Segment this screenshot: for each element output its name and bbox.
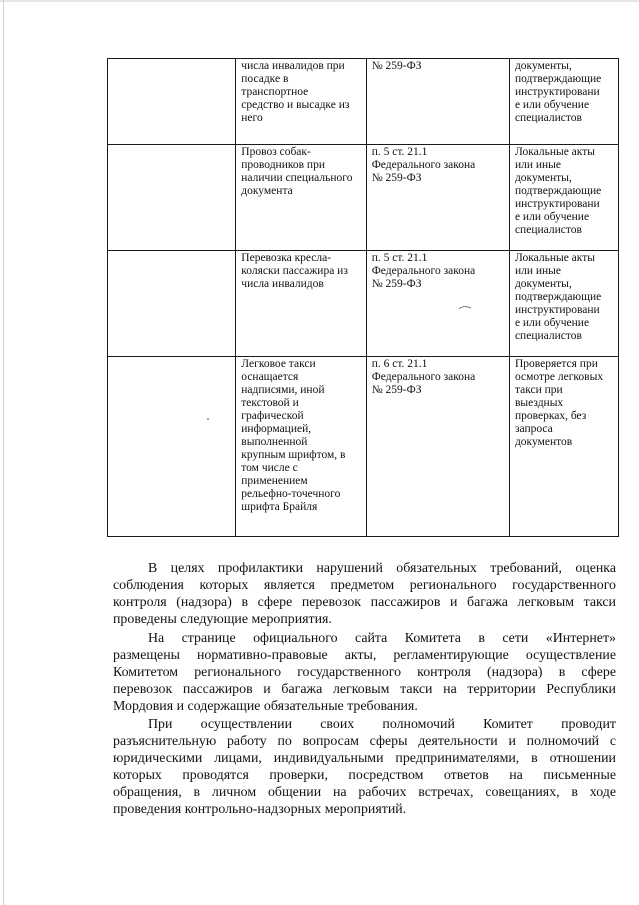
table-cell-verification — [509, 145, 618, 251]
table-cell-legal-basis — [366, 59, 509, 145]
table-cell-empty — [108, 357, 236, 537]
cell-line: оснащается — [241, 371, 299, 383]
paragraph-line: проведения контрольно-надзорных мероприятий. — [113, 802, 407, 817]
cell-line: инструктировани — [514, 198, 600, 210]
paragraph-line: которых проводятся проверки, посредством ответов на письменные — [113, 768, 616, 783]
cell-line: п. 6 ст. 21.1 — [371, 358, 428, 370]
cell-line: проверках, без — [514, 410, 587, 422]
cell-line: надписями, иной — [241, 384, 325, 396]
cell-line: е или обучение — [514, 317, 590, 329]
paragraph-line: При осуществлении своих полномочий Комитет проводит — [148, 717, 616, 732]
cell-line: документы, — [514, 172, 572, 184]
cell-line: или иные — [514, 159, 562, 171]
table-cell-requirement — [236, 145, 366, 251]
table-cell-verification — [509, 251, 618, 357]
cell-line: № 259-ФЗ — [371, 172, 422, 184]
cell-line: документы, — [514, 278, 572, 290]
table-row — [108, 357, 619, 537]
table-row — [108, 59, 619, 145]
table-cell-legal-basis — [366, 145, 509, 251]
cell-line: п. 5 ст. 21.1 — [371, 146, 428, 158]
cell-line: числа инвалидов при — [241, 60, 345, 72]
cell-line: подтверждающие — [514, 185, 602, 197]
cell-line: рельефно-точечного — [241, 488, 341, 500]
cell-line: документа — [241, 185, 293, 197]
cell-line: Провоз собак- — [241, 146, 311, 158]
cell-line: Федерального закона — [371, 371, 476, 383]
paragraph-line: проведены следующие мероприятия. — [113, 612, 332, 627]
paragraph-line: размещены нормативно-правовые акты, регламентирующие осуществление — [113, 648, 616, 663]
cell-line: графической — [241, 410, 304, 422]
paragraph-line: соблюдения которых является предметом регионального государственного — [113, 578, 616, 593]
cell-line: специалистов — [514, 112, 582, 124]
cell-line: документов — [514, 436, 573, 448]
cell-line: коляски пассажира из — [241, 265, 348, 277]
table-cell-requirement — [236, 357, 366, 537]
requirements-table — [107, 58, 619, 537]
table-cell-requirement — [236, 59, 366, 145]
scan-edge-top — [0, 0, 639, 2]
cell-line: № 259-ФЗ — [371, 384, 422, 396]
table-cell-verification — [509, 59, 618, 145]
cell-line: № 259-ФЗ — [371, 278, 422, 290]
cell-line: текстовой и — [241, 397, 299, 409]
cell-line: крупным шрифтом, в — [241, 449, 346, 461]
cell-line: наличии специального — [241, 172, 353, 184]
cell-line: документы, — [514, 60, 572, 72]
cell-line: № 259-ФЗ — [371, 60, 422, 72]
table-cell-empty — [108, 145, 236, 251]
cell-line: осмотре легковых — [514, 371, 604, 383]
table-row — [108, 251, 619, 357]
cell-line: Локальные акты — [514, 252, 595, 264]
paragraph-line: обращения, в личном общении на рабочих встречах, совещаниях, в ходе — [113, 785, 616, 800]
cell-line: применением — [241, 475, 308, 487]
cell-line: п. 5 ст. 21.1 — [371, 252, 428, 264]
cell-line: транспортное — [241, 86, 309, 98]
table-cell-requirement — [236, 251, 366, 357]
cell-line: специалистов — [514, 330, 582, 342]
cell-line: е или обучение — [514, 99, 590, 111]
paragraph-line: разъяснительную работу по вопросам сферы деятельности и полномочий с — [113, 734, 616, 749]
paragraph-line: контроля (надзора) в сфере перевозок пассажиров и багажа легковым такси — [113, 595, 616, 610]
cell-line: средство и высадке из — [241, 99, 350, 111]
cell-line: запроса — [514, 423, 553, 435]
paragraph-line: юридическими лицами, индивидуальными предпринимателями, в отношении — [113, 751, 616, 766]
paragraph-explanatory-work — [113, 716, 616, 818]
cell-line: информацией, — [241, 423, 312, 435]
paragraph-prevention-measures — [113, 560, 616, 628]
scan-artifact-dot — [207, 418, 209, 420]
paragraph-line: Мордовия и содержащие обязательные требования. — [113, 699, 418, 714]
cell-line: такси при — [514, 384, 563, 396]
cell-line: выполненной — [241, 436, 308, 448]
cell-line: специалистов — [514, 224, 582, 236]
paragraph-line: В целях профилактики нарушений обязательных требований, оценка — [148, 561, 616, 576]
cell-line: Федерального закона — [371, 159, 476, 171]
cell-line: том числе с — [241, 462, 298, 474]
table-cell-legal-basis — [366, 357, 509, 537]
scan-edge-left — [3, 0, 4, 905]
cell-line: Локальные акты — [514, 146, 595, 158]
table-cell-verification — [509, 357, 618, 537]
cell-line: Легковое такси — [241, 358, 316, 370]
paragraph-line: На странице официального сайта Комитета в сети «Интернет» — [148, 631, 616, 646]
cell-line: подтверждающие — [514, 73, 602, 85]
cell-line: подтверждающие — [514, 291, 602, 303]
cell-line: Перевозка кресла- — [241, 252, 332, 264]
cell-line: Проверяется при — [514, 358, 598, 370]
cell-line: Федерального закона — [371, 265, 476, 277]
paragraph-line: перевозок пассажиров и багажа легковым такси на территории Республики — [113, 682, 616, 697]
cell-line: него — [241, 112, 263, 124]
cell-line: шрифта Брайля — [241, 501, 318, 513]
table-cell-legal-basis — [366, 251, 509, 357]
paragraph-line: Комитетом регионального государственного контроля (надзора) в сфере — [113, 665, 616, 680]
cell-line: инструктировани — [514, 86, 600, 98]
cell-line: выездных — [514, 397, 564, 409]
cell-line: числа инвалидов — [241, 278, 324, 290]
cell-line: проводников при — [241, 159, 325, 171]
cell-line: е или обучение — [514, 211, 590, 223]
cell-line: посадке в — [241, 73, 289, 85]
table-cell-empty — [108, 251, 236, 357]
table-cell-empty — [108, 59, 236, 145]
paragraph-website-publications — [113, 630, 616, 715]
scan-artifact-mark — [458, 306, 472, 310]
cell-line: или иные — [514, 265, 562, 277]
table-row — [108, 145, 619, 251]
cell-line: инструктировани — [514, 304, 600, 316]
